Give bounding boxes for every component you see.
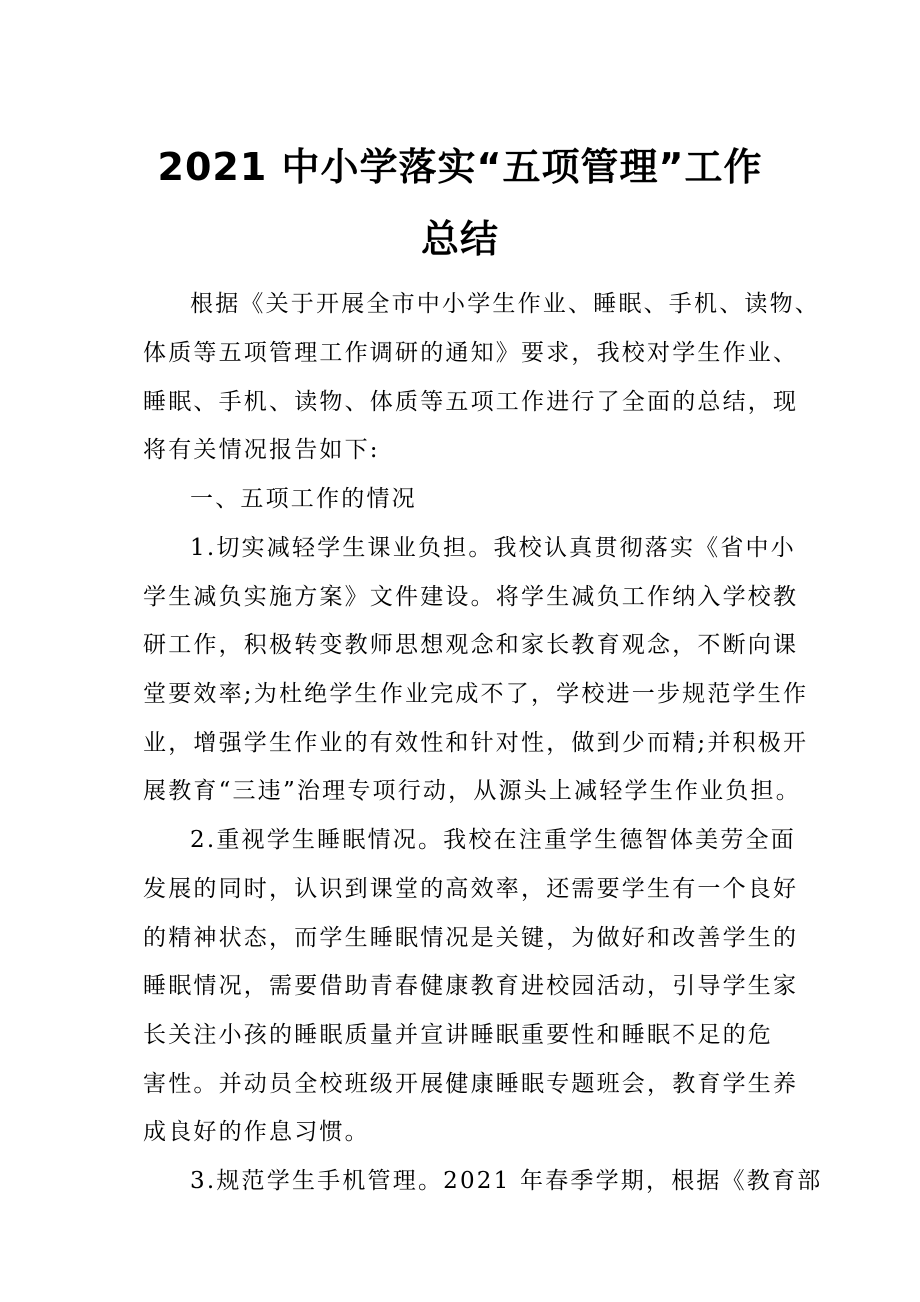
paragraph-line: 展教育“三违”治理专项行动，从源头上减轻学生作业负担。 <box>143 778 801 804</box>
paragraph-line: 体质等五项管理工作调研的通知》要求，我校对学生作业、 <box>143 340 799 366</box>
paragraph-line: 将有关情况报告如下: <box>143 437 380 463</box>
section-heading: 一、五项工作的情况 <box>190 486 417 512</box>
paragraph-line: 的精神状态，而学生睡眠情况是关键，为做好和改善学生的 <box>143 925 799 951</box>
paragraph-line: 2.重视学生睡眠情况。我校在注重学生德智体美劳全面 <box>190 827 796 853</box>
paragraph-line: 长关注小孩的睡眠质量并宣讲睡眠重要性和睡眠不足的危 <box>143 1022 773 1048</box>
paragraph-line: 学生减负实施方案》文件建设。将学生减负工作纳入学校教 <box>143 584 799 610</box>
paragraph-line: 害性。并动员全校班级开展健康睡眠专题班会，教育学生养 <box>143 1071 799 1097</box>
paragraph-line: 睡眠情况，需要借助青春健康教育进校园活动，引导学生家 <box>143 973 799 999</box>
paragraph-line: 研工作，积极转变教师思想观念和家长教育观念，不断向课 <box>143 632 799 658</box>
paragraph-line: 堂要效率;为杜绝学生作业完成不了，学校进一步规范学生作 <box>143 681 809 707</box>
paragraph-line: 3.规范学生手机管理。2021 年春季学期，根据《教育部 <box>190 1168 823 1194</box>
paragraph-line: 根据《关于开展全市中小学生作业、睡眠、手机、读物、 <box>190 291 820 317</box>
document-title-line-2: 总结 <box>420 217 499 261</box>
paragraph-line: 睡眠、手机、读物、体质等五项工作进行了全面的总结，现 <box>143 389 799 415</box>
document-title-line-1: 2021 中小学落实“五项管理”工作 <box>157 145 763 189</box>
paragraph-line: 业，增强学生作业的有效性和针对性，做到少而精;并积极开 <box>143 730 809 756</box>
paragraph-line: 发展的同时，认识到课堂的高效率，还需要学生有一个良好 <box>143 876 799 902</box>
paragraph-line: 成良好的作息习惯。 <box>143 1119 370 1145</box>
paragraph-line: 1.切实减轻学生课业负担。我校认真贯彻落实《省中小 <box>190 535 796 561</box>
